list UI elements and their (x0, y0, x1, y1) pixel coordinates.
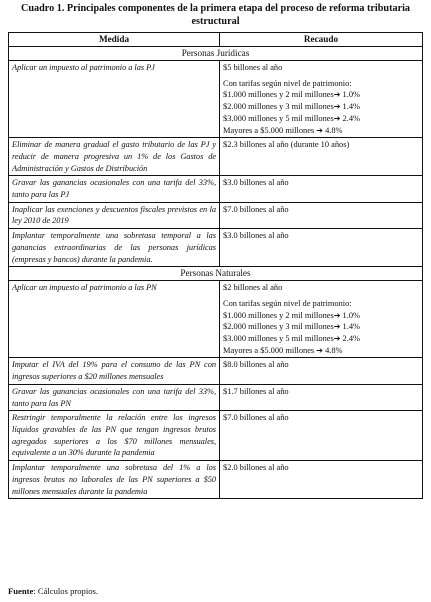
medida-cell: Implantar temporalmente una sobretasa temporal a las ganancias extraordinarias de las personas jurídicas (empresas y bancos) durante la pandemia. (9, 229, 220, 267)
header-recaudo: Recaudo (220, 33, 423, 47)
recaudo-cell (220, 281, 423, 358)
table-row (9, 358, 423, 384)
table-row (9, 176, 423, 202)
arrow-icon: ➔ (333, 113, 341, 123)
medida-cell: Gravar las ganancias ocasionales con una tarifa del 33%, tanto para las PN (9, 384, 220, 410)
tarifa-line: $2.000 millones y 3 mil millones➔ 1.4% (223, 322, 360, 332)
arrow-icon: ➔ (333, 102, 341, 112)
tarifas-intro: Con tarifas según nivel de patrimonio: (223, 298, 352, 308)
medida-cell: Implantar temporalmente una sobretasa del 1% a los ingresos brutos no laborales de las PN superiores a $50 millones mensuales durante la pandemia (9, 461, 220, 499)
table-row (9, 202, 423, 228)
header-medida: Medida (9, 33, 220, 47)
medida-cell: Aplicar un impuesto al patrimonio a las PN (9, 281, 220, 358)
recaudo-cell: $3.0 billones al año (220, 229, 423, 267)
arrow-icon: ➔ (316, 125, 323, 135)
header-row (9, 33, 423, 47)
tarifa-line: $2.000 millones y 3 mil millones➔ 1.4% (223, 102, 360, 112)
recaudo-cell: $2.0 billones al año (220, 461, 423, 499)
medida-cell: Eliminar de manera gradual el gasto tributario de las PJ y reducir de manera progresiva un 1% de los Gastos de Administración y Gastos de Distribución (9, 138, 220, 176)
medida-cell: Restringir temporalmente la relación entre los ingresos líquidos gravables de las PN que tengan ingresos brutos agregados superiores a los $70 millones mensuales, equivalente a un 30% durante la pandemia (9, 411, 220, 461)
section-personas-naturales: Personas Naturales (9, 267, 423, 281)
tarifa-line: $1.000 millones y 2 mil millones➔ 1.0% (223, 310, 360, 320)
table-row (9, 384, 423, 410)
recaudo-cell (220, 61, 423, 138)
table-row (9, 411, 423, 461)
recaudo-cell: $7.0 billones al año (220, 411, 423, 461)
arrow-icon: ➔ (333, 322, 341, 332)
section-row (9, 267, 423, 281)
reform-table (8, 32, 423, 499)
arrow-icon: ➔ (333, 310, 341, 320)
recaudo-cell: $3.0 billones al año (220, 176, 423, 202)
source-note (8, 586, 98, 597)
tarifa-line: Mayores a $5.000 millones ➔ 4.8% (223, 125, 343, 135)
medida-cell: Inaplicar las exenciones y descuentos fiscales previstos en la ley 2010 de 2019 (9, 202, 220, 228)
recaudo-cell: $1.7 billones al año (220, 384, 423, 410)
table-caption: Cuadro 1. Principales componentes de la primera etapa del proceso de reforma tributaria estructural (20, 3, 411, 27)
recaudo-cell: $2.3 billones al año (durante 10 años) (220, 138, 423, 176)
tarifas-intro: Con tarifas según nivel de patrimonio: (223, 78, 352, 88)
source-text: : Cálculos propios. (33, 586, 99, 596)
arrow-icon: ➔ (316, 345, 323, 355)
tarifa-line: $3.000 millones y 5 mil millones➔ 2.4% (223, 113, 360, 123)
table-row (9, 61, 423, 138)
table-row (9, 281, 423, 358)
medida-cell: Gravar las ganancias ocasionales con una tarifa del 33%, tanto para las PJ (9, 176, 220, 202)
recaudo-cell: $8.0 billones al año (220, 358, 423, 384)
recaudo-value: $5 billones al año (223, 63, 283, 72)
medida-cell: Aplicar un impuesto al patrimonio a las PJ (9, 61, 220, 138)
section-personas-juridicas: Personas Jurídicas (9, 47, 423, 61)
source-label: Fuente (8, 586, 34, 596)
arrow-icon: ➔ (333, 90, 341, 100)
recaudo-value: $2 billones al año (223, 283, 283, 293)
table-row (9, 229, 423, 267)
tarifa-line: $1.000 millones y 2 mil millones➔ 1.0% (223, 90, 360, 100)
medida-cell: Imputar el IVA del 19% para el consumo de las PN con ingresos superiores a $20 millones mensuales (9, 358, 220, 384)
table-row (9, 138, 423, 176)
tarifa-line: Mayores a $5.000 millones ➔ 4.8% (223, 345, 343, 355)
table-row (9, 461, 423, 499)
recaudo-cell: $7.0 billones al año (220, 202, 423, 228)
section-row (9, 47, 423, 61)
tarifa-line: $3.000 millones y 5 mil millones➔ 2.4% (223, 334, 360, 344)
arrow-icon: ➔ (333, 334, 341, 344)
